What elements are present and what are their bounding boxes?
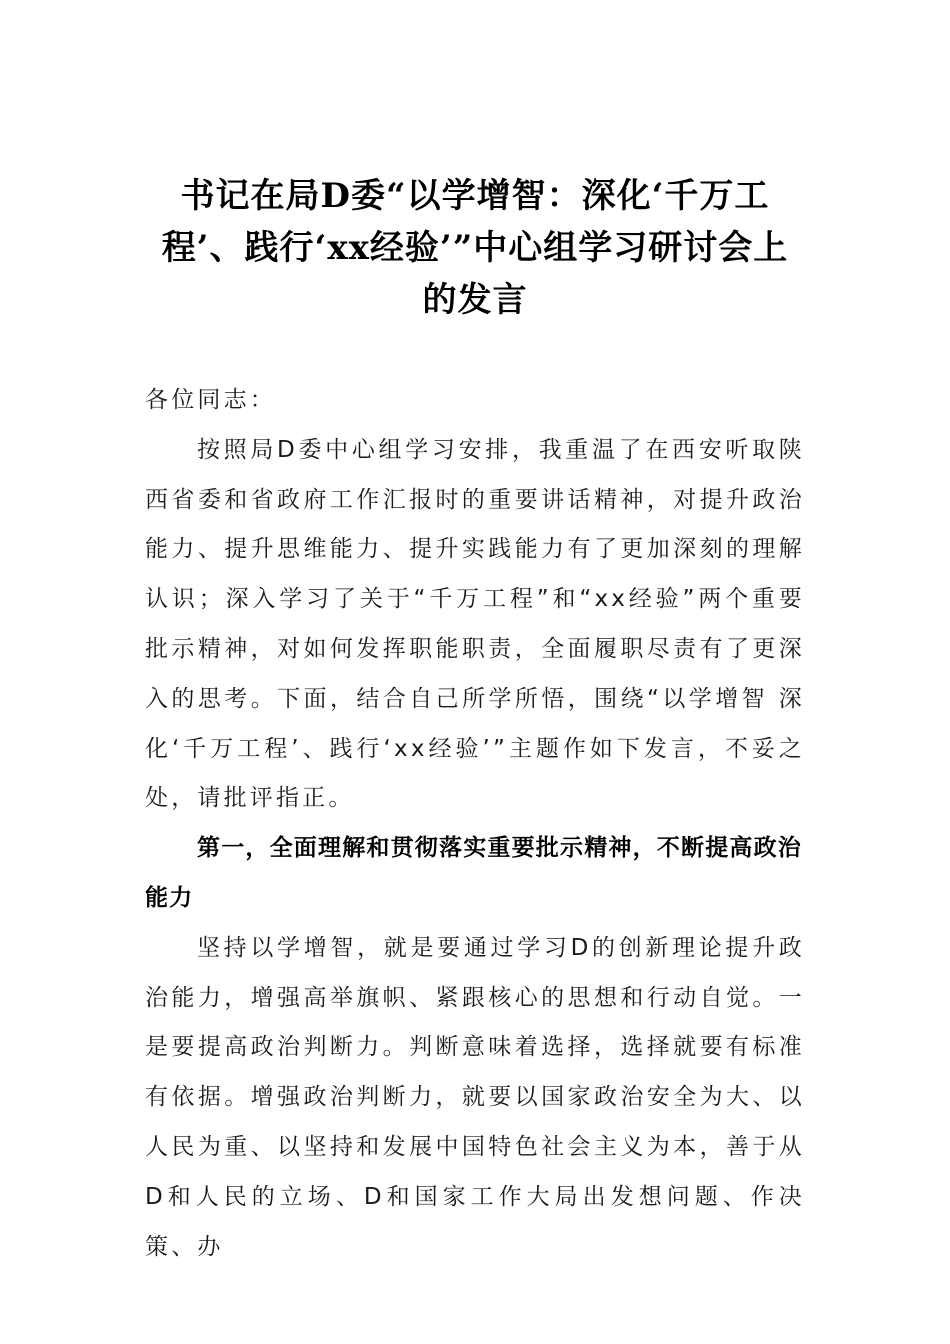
document-title: 书记在局D委“以学增智：深化‘千万工程’、践行‘xx经验’”中心组学习研讨会上的发言: [161, 176, 789, 320]
salutation: 各位同志：: [145, 387, 276, 413]
intro-paragraph: 按照局D委中心组学习安排，我重温了在西安听取陕西省委和省政府工作汇报时的重要讲话精神，对提升政治能力、提升思维能力、提升实践能力有了更加深刻的理解认识；深入学习了关于“千万工程”和“xx经验”两个重要批示精神，对如何发挥职能职责，全面履职尽责有了更深入的思考。下面，结合自己所学所悟，围绕“以学增智 深化‘千万工程’、践行‘xx经验’”主题作如下发言，不妥之处，请批评指正。: [145, 436, 805, 812]
document-body: [145, 376, 805, 1272]
section-paragraph: 坚持以学增智，就是要通过学习D的创新理论提升政治能力，增强高举旗帜、紧跟核心的思想和行动自觉。一是要提高政治判断力。判断意味着选择，选择就要有标准有依据。增强政治判断力，就要以国家政治安全为大、以人民为重、以坚持和发展中国特色社会主义为本，善于从D和人民的立场、D和国家工作大局出发想问题、作决策、办: [145, 934, 805, 1260]
section-heading: 第一，全面理解和贯彻落实重要批示精神，不断提高政治能力: [145, 835, 802, 911]
